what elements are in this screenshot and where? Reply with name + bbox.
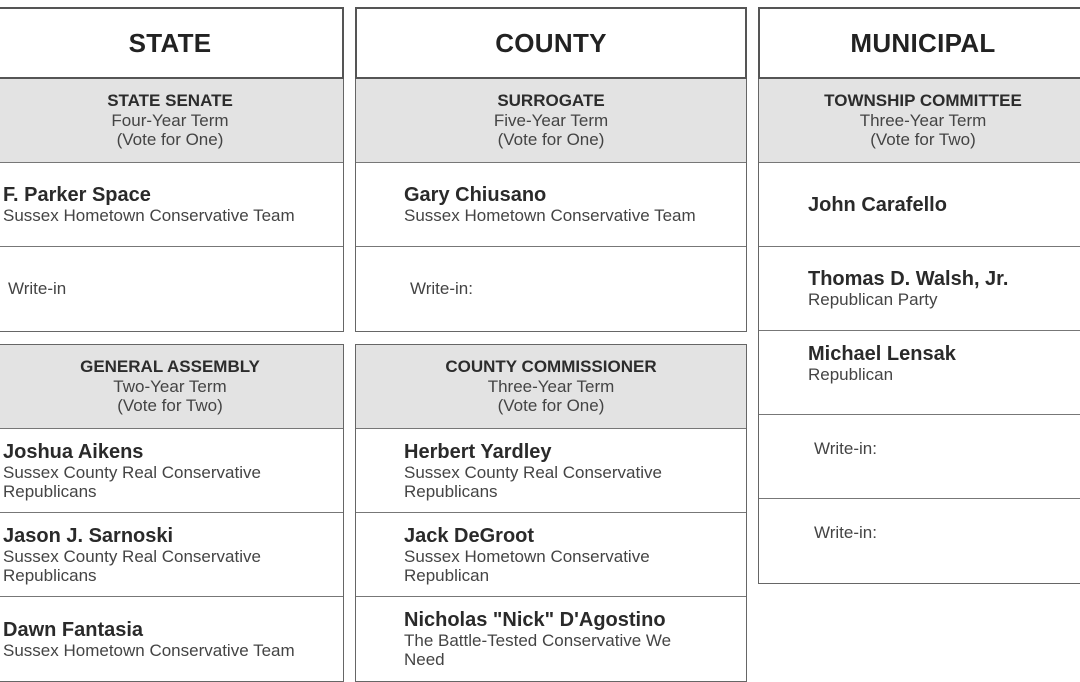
state-senate-block: [0, 79, 344, 332]
county-commissioner-office-header: [356, 345, 746, 429]
write-in-label: Write-in:: [814, 523, 877, 542]
general-assembly-block: [0, 344, 344, 682]
candidate-row[interactable]: [759, 247, 1080, 331]
county-heading: COUNTY: [355, 7, 747, 79]
candidate-row[interactable]: [0, 597, 343, 681]
candidate-name: John Carafello: [808, 193, 947, 216]
candidate-party: Sussex County Real Conservative: [3, 462, 261, 482]
candidate-party-cont: Republicans: [3, 481, 97, 501]
candidate-row[interactable]: [759, 163, 1080, 247]
candidate-row[interactable]: [0, 163, 343, 247]
municipal-heading: MUNICIPAL: [758, 7, 1080, 79]
candidate-name: Dawn Fantasia: [3, 618, 144, 641]
state-column: [0, 7, 344, 682]
office-title: COUNTY COMMISSIONER: [445, 357, 657, 376]
office-vote-instruction: (Vote for One): [116, 130, 224, 149]
candidate-name: Michael Lensak: [808, 343, 956, 365]
candidate-party: Sussex County Real Conservative: [404, 462, 662, 482]
candidate-name: Thomas D. Walsh, Jr.: [808, 268, 1009, 290]
state-senate-office-header: [0, 79, 343, 163]
county-column: [355, 7, 747, 682]
candidate-row[interactable]: [356, 429, 746, 513]
candidate-party-cont: Need: [404, 650, 445, 669]
municipal-column: [758, 7, 1080, 584]
candidate-row[interactable]: [356, 597, 746, 681]
candidate-party: Sussex Hometown Conservative Team: [3, 206, 295, 225]
write-in-label: Write-in: [8, 279, 67, 298]
write-in-label: Write-in:: [410, 279, 473, 298]
office-term: Two-Year Term: [113, 377, 227, 396]
candidate-name: Joshua Aikens: [3, 440, 144, 463]
candidate-name: Gary Chiusano: [404, 184, 547, 206]
candidate-name: Jack DeGroot: [404, 524, 535, 547]
office-vote-instruction: (Vote for Two): [870, 130, 976, 149]
write-in-row[interactable]: [759, 499, 1080, 583]
candidate-party-cont: Republicans: [3, 565, 97, 585]
write-in-row[interactable]: [0, 247, 343, 331]
surrogate-block: [355, 79, 747, 332]
candidate-row[interactable]: [759, 331, 1080, 415]
write-in-row[interactable]: [759, 415, 1080, 499]
candidate-name: Jason J. Sarnoski: [3, 524, 174, 547]
township-committee-office-header: [759, 79, 1080, 163]
office-vote-instruction: (Vote for One): [497, 130, 605, 149]
candidate-party-cont: Republican: [404, 565, 490, 585]
surrogate-office-header: [356, 79, 746, 163]
office-term: Four-Year Term: [111, 111, 229, 130]
candidate-row[interactable]: [356, 513, 746, 597]
state-heading: STATE: [0, 7, 344, 79]
candidate-party: Sussex County Real Conservative: [3, 546, 261, 566]
candidate-party: Republican Party: [808, 290, 938, 309]
office-title: TOWNSHIP COMMITTEE: [824, 91, 1022, 110]
candidate-row[interactable]: [356, 163, 746, 247]
township-committee-block: [758, 79, 1080, 584]
write-in-label: Write-in:: [814, 439, 877, 458]
candidate-name: Herbert Yardley: [404, 440, 552, 463]
candidate-party: Sussex Hometown Conservative Team: [3, 640, 295, 660]
candidate-party-cont: Republicans: [404, 481, 498, 501]
office-term: Five-Year Term: [493, 111, 609, 130]
office-vote-instruction: (Vote for One): [497, 396, 605, 415]
candidate-name: F. Parker Space: [3, 184, 151, 206]
office-term: Three-Year Term: [859, 111, 987, 130]
office-title: SURROGATE: [497, 91, 605, 110]
office-vote-instruction: (Vote for Two): [117, 396, 223, 415]
candidate-name: Nicholas "Nick" D'Agostino: [404, 609, 666, 631]
county-commissioner-block: [355, 344, 747, 682]
office-title: GENERAL ASSEMBLY: [80, 357, 260, 376]
candidate-row[interactable]: [0, 429, 343, 513]
office-title: STATE SENATE: [107, 91, 233, 110]
write-in-row[interactable]: [356, 247, 746, 331]
candidate-party: Sussex Hometown Conservative: [404, 546, 650, 566]
candidate-party: The Battle-Tested Conservative We: [404, 631, 672, 650]
candidate-row[interactable]: [0, 513, 343, 597]
office-term: Three-Year Term: [487, 377, 615, 396]
candidate-party: Sussex Hometown Conservative Team: [404, 206, 696, 225]
candidate-party: Republican: [808, 365, 894, 384]
general-assembly-office-header: [0, 345, 343, 429]
